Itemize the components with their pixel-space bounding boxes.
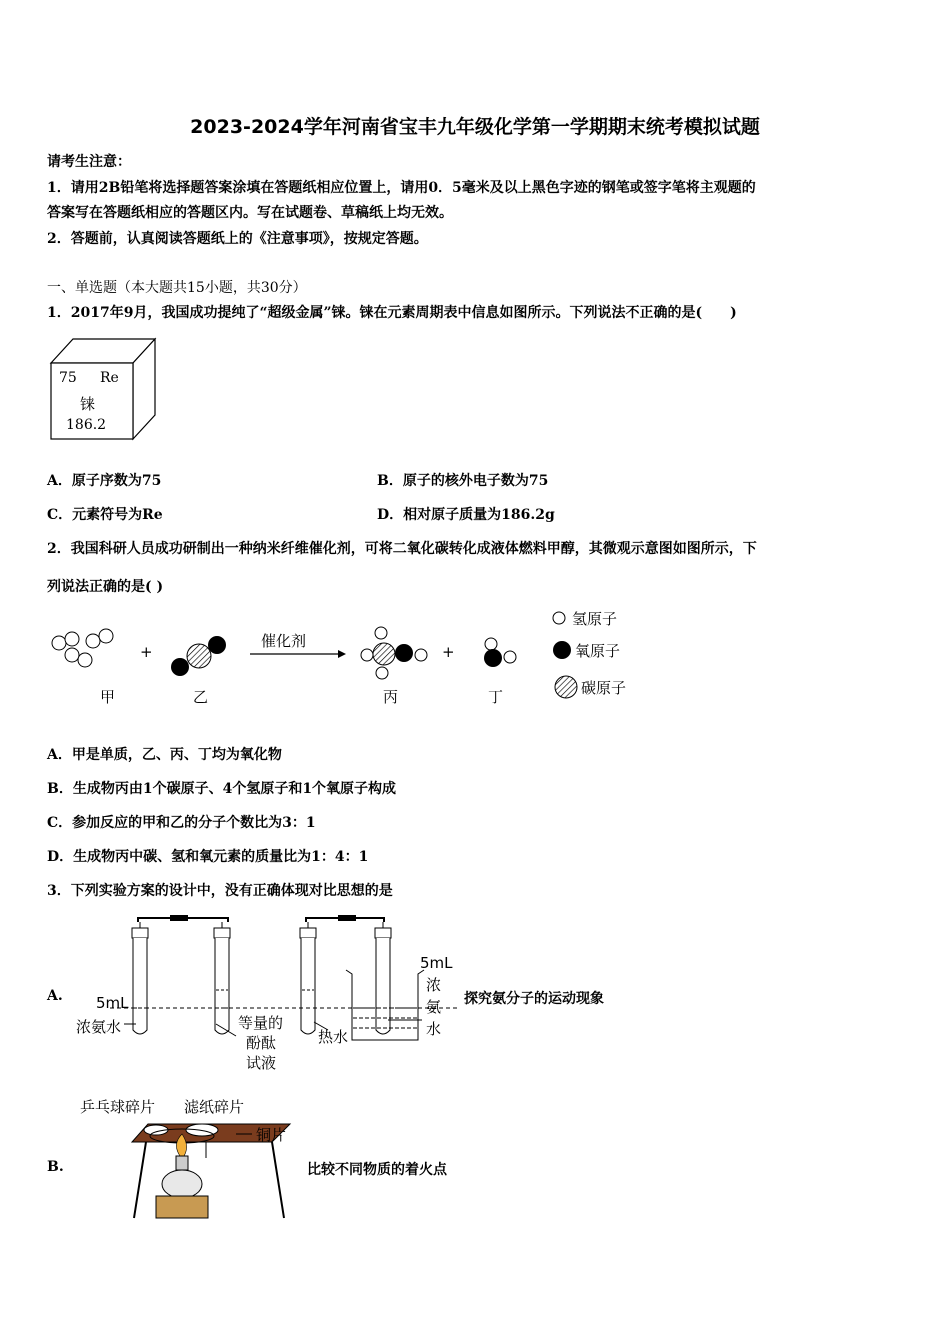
q1-option-d: D．相对原子质量为186.2g xyxy=(377,507,555,523)
left-ammonia-label: 浓氨水 xyxy=(76,1018,122,1036)
q3-option-b-desc: 比较不同物质的着火点 xyxy=(307,1162,447,1178)
right-5ml-label: 5mL xyxy=(420,954,453,972)
label-jia: 甲 xyxy=(100,688,116,706)
phenolphthalein-label-3: 试液 xyxy=(246,1054,277,1072)
element-mass: 186.2 xyxy=(66,417,107,433)
q2-stem-line1: 2．我国科研人员成功研制出一种纳米纤维催化剂，可将二氧化碳转化成液体燃料甲醇，其微观示意图如图所示，下 xyxy=(47,541,757,557)
q1-option-b: B．原子的核外电子数为75 xyxy=(377,473,549,489)
filter-paper-label: 滤纸碎片 xyxy=(184,1098,245,1116)
label-yi: 乙 xyxy=(193,688,209,706)
phenolphthalein-label-1: 等量的 xyxy=(238,1014,284,1032)
copper-label: 铜片 xyxy=(256,1126,287,1144)
catalyst-label: 催化剂 xyxy=(261,632,307,650)
left-5ml-label: 5mL xyxy=(96,994,129,1012)
q1-option-c: C．元素符号为Re xyxy=(47,507,163,523)
q1-stem: 1．2017年9月，我国成功提纯了“超级金属”铼。铼在元素周期表中信息如图所示。下列说法不正确的是( ) xyxy=(47,305,737,321)
pingpong-label: 乒乓球碎片 xyxy=(80,1098,156,1116)
q3-option-a-desc: 探究氨分子的运动现象 xyxy=(464,991,604,1007)
label-ding: 丁 xyxy=(488,688,504,706)
notice-line-1a: 1．请用2B铅笔将选择题答案涂填在答题纸相应位置上，请用0．5毫米及以上黑色字迹的钢笔或签字笔将主观题的 xyxy=(47,180,756,196)
plus-sign-2: + xyxy=(442,643,455,661)
legend-carbon: 碳原子 xyxy=(581,679,627,697)
right-ammonia-label: 氨 xyxy=(426,998,442,1016)
element-number: 75 xyxy=(59,370,77,386)
ignition-experiment-figure xyxy=(76,1094,296,1224)
plus-sign-1: + xyxy=(140,643,153,661)
notice-line-1b: 答案写在答题纸相应的答题区内。写在试题卷、草稿纸上均无效。 xyxy=(47,205,453,221)
hot-water-label: 热水 xyxy=(318,1028,349,1046)
section-heading: 一、单选题（本大题共15小题，共30分） xyxy=(47,280,307,296)
notice-heading: 请考生注意： xyxy=(47,154,131,170)
right-conc-label: 浓 xyxy=(426,976,442,994)
element-cell-figure xyxy=(47,335,162,445)
page-title: 2023-2024学年河南省宝丰九年级化学第一学期期末统考模拟试题 xyxy=(190,116,760,138)
q2-option-d: D．生成物丙中碳、氢和氧元素的质量比为1：4：1 xyxy=(47,849,369,865)
notice-line-2: 2．答题前，认真阅读答题纸上的《注意事项》，按规定答题。 xyxy=(47,231,428,247)
q3-option-a-label: A. xyxy=(47,988,63,1004)
reaction-diagram xyxy=(40,600,660,715)
label-bing: 丙 xyxy=(383,688,399,706)
q3-stem: 3．下列实验方案的设计中，没有正确体现对比思想的是 xyxy=(47,883,393,899)
phenolphthalein-label-2: 酚酞 xyxy=(246,1034,277,1052)
ammonia-experiment-figure xyxy=(70,912,460,1080)
q2-option-b: B．生成物丙由1个碳原子、4个氢原子和1个氧原子构成 xyxy=(47,781,397,797)
element-name: 铼 xyxy=(80,395,96,413)
reaction-molecules xyxy=(40,600,660,715)
q2-option-c: C．参加反应的甲和乙的分子个数比为3：1 xyxy=(47,815,316,831)
q2-option-a: A．甲是单质，乙、丙、丁均为氧化物 xyxy=(47,747,282,763)
legend-oxygen: 氧原子 xyxy=(575,642,621,660)
right-water-label: 水 xyxy=(426,1020,442,1038)
q2-stem-line2: 列说法正确的是( ) xyxy=(47,579,164,595)
element-symbol: Re xyxy=(100,370,119,386)
q3-option-b-label: B. xyxy=(47,1159,64,1175)
legend-hydrogen: 氢原子 xyxy=(572,610,618,628)
q1-option-a: A．原子序数为75 xyxy=(47,473,162,489)
